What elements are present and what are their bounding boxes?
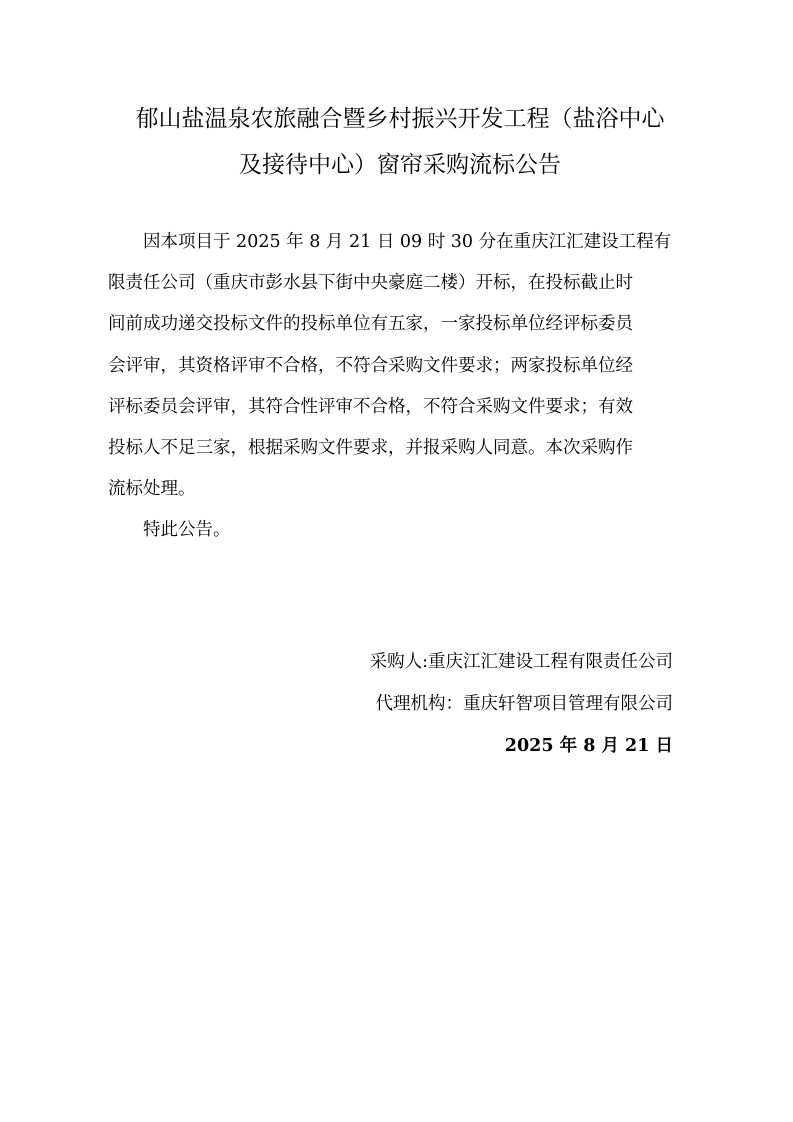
body-line: 投标人不足三家，根据采购文件要求，并报采购人同意。本次采购作 [108,437,633,458]
signature-block [370,641,673,767]
announcement-title [100,96,700,188]
body-line: 限责任公司（重庆市彭水县下街中央豪庭二楼）开标，在投标截止时 [108,273,633,294]
agency-line: 代理机构：重庆轩智项目管理有限公司 [375,694,673,714]
announcement-body [108,222,688,510]
body-line: 流标处理。 [108,479,196,500]
title-line-2: 及接待中心）窗帘采购流标公告 [239,152,561,178]
purchaser-line: 采购人:重庆江汇建设工程有限责任公司 [369,652,673,672]
body-line: 因本项目于 2025 年 8 月 21 日 09 时 30 分在重庆江汇建设工程有 [143,232,672,252]
title-line-1: 郁山盐温泉农旅融合暨乡村振兴开发工程（盐浴中心 [135,106,665,132]
signature-date: 2025 年 8 月 21 日 [504,736,673,756]
body-line: 会评审，其资格评审不合格，不符合采购文件要求；两家投标单位经 [108,355,633,376]
body-line: 间前成功递交投标文件的投标单位有五家，一家投标单位经评标委员 [108,314,633,335]
body-line: 评标委员会评审，其符合性评审不合格，不符合采购文件要求；有效 [108,396,633,417]
closing-statement: 特此公告。 [143,520,231,540]
